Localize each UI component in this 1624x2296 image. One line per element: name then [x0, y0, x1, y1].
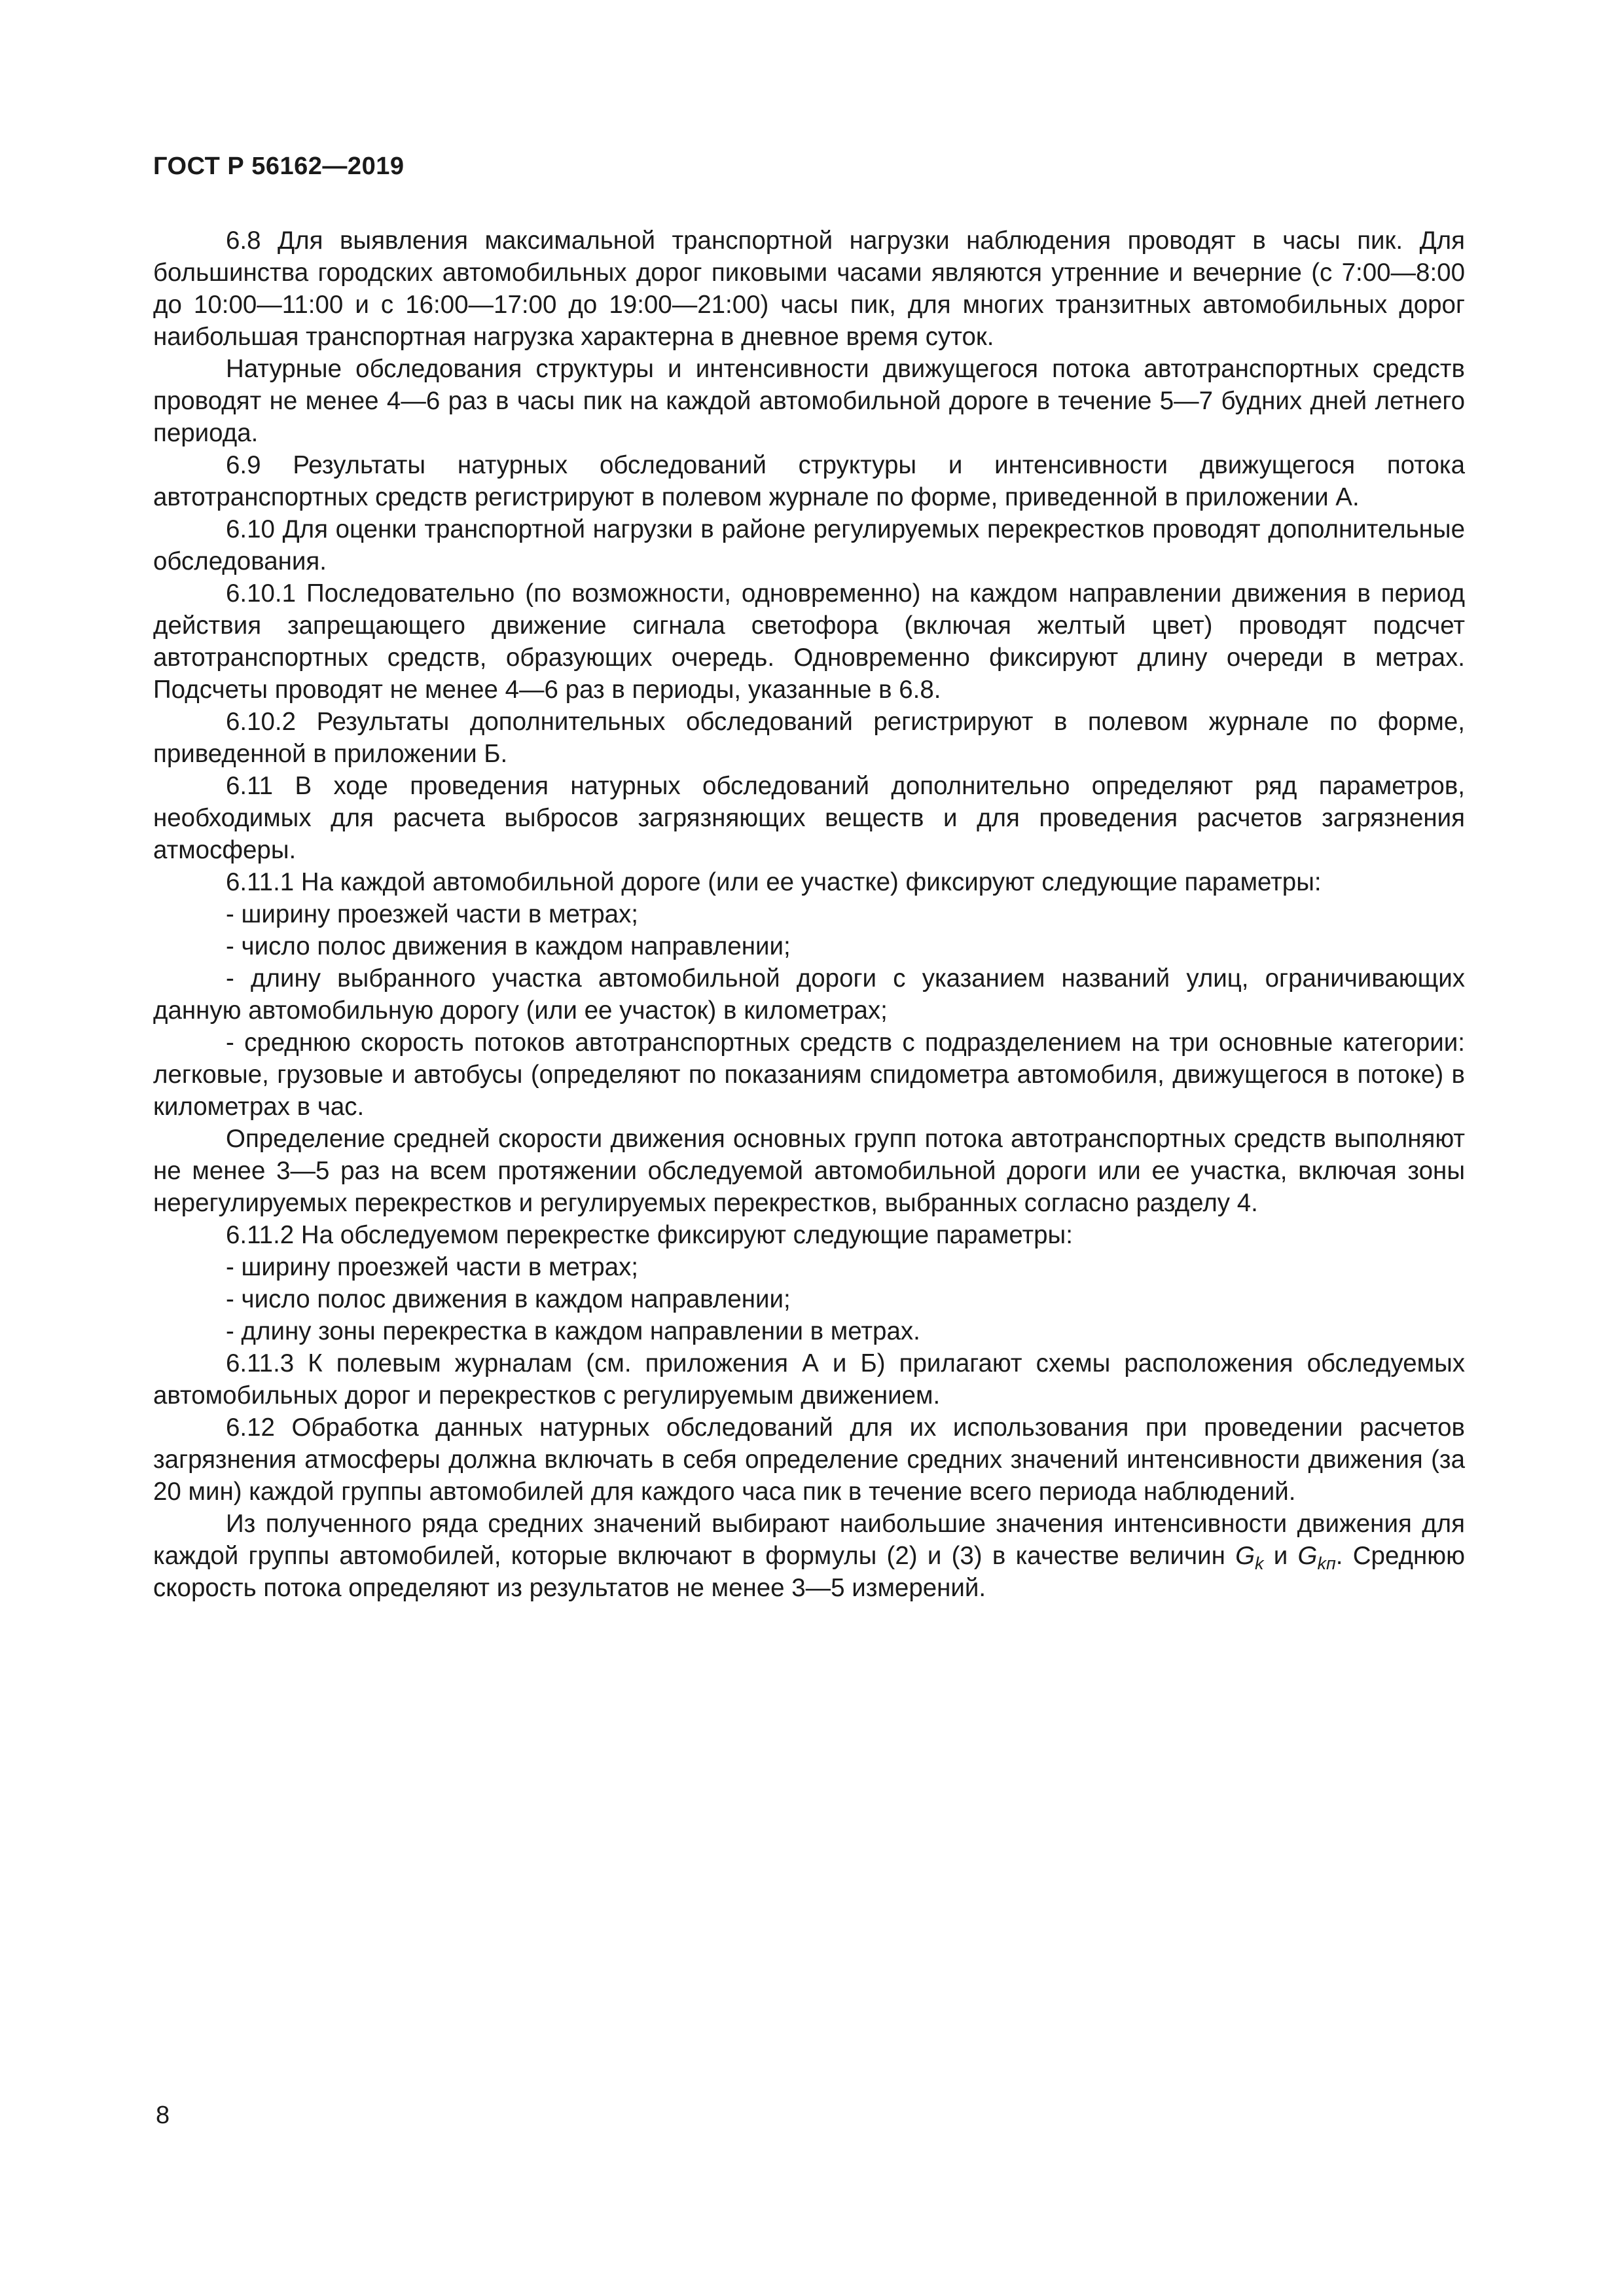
- paragraph-6-11: 6.11 В ходе проведения натурных обследований дополнительно определяют ряд параметров, необходимых для расчета выбросов загрязняющих веществ и для проведения расчетов загрязнения атмосферы.: [153, 772, 1465, 864]
- document-code-header: ГОСТ Р 56162—2019: [153, 153, 405, 180]
- paragraph-6-10: 6.10 Для оценки транспортной нагрузки в районе регулируемых перекрестков проводят дополнительные обследования.: [153, 515, 1465, 575]
- paragraph-6-8: 6.8 Для выявления максимальной транспортной нагрузки наблюдения проводят в часы пик. Для большинства городских автомобильных дорог пиковыми часами являются утренние и вечерние (с 7:00—8:00 до 10:00—11:00 и с 16:00—17:00 до 19:00—21:00) часы пик, для многих транзитных автомобильных дорог наибольшая транспортная нагрузка характерна в дневное время суток.: [153, 227, 1465, 351]
- variable-g: $G_k$: [1235, 1542, 1264, 1574]
- paragraph-field-surveys: Натурные обследования структуры и интенсивности движущегося потока автотранспортных средств проводят не менее 4—6 раз в часы пик на каждой автомобильной дороге в течение 5—7 будних дней летнего периода.: [153, 355, 1465, 447]
- paragraph-speed-measurement: Определение средней скорости движения основных групп потока автотранспортных средств выполняют не менее 3—5 раз на всем протяжении обследуемой автомобильной дороги или ее участка, включая зоны нерегулируемых перекрестков и регулируемых перекрестков, выбранных согласно разделу 4.: [153, 1125, 1465, 1217]
- list-item-intersection-width: - ширину проезжей части в метрах;: [226, 1253, 639, 1281]
- paragraph-6-10-2: 6.10.2 Результаты дополнительных обследований регистрируют в полевом журнале по форме, приведенной в приложении Б.: [153, 708, 1465, 768]
- list-item-lane-count: - число полос движения в каждом направлении;: [226, 932, 791, 960]
- paragraph-6-12: 6.12 Обработка данных натурных обследований для их использования при проведении расчетов загрязнения атмосферы должна включать в себя определение средних значений интенсивности движения (за 20 мин) каждой группы автомобилей для каждого часа пик в течение всего периода наблюдений.: [153, 1413, 1465, 1506]
- paragraph-6-10-1: 6.10.1 Последовательно (по возможности, одновременно) на каждом направлении движения в период действия запрещающего движение сигнала светофора (включая желтый цвет) проводят подсчет автотранспортных средств, образующих очередь. Одновременно фиксируют длину очереди в метрах. Подсчеты проводят не менее 4—6 раз в периоды, указанные в 6.8.: [153, 579, 1465, 704]
- paragraph-6-11-1: 6.11.1 На каждой автомобильной дороге (или ее участке) фиксируют следующие параметры:: [226, 868, 1322, 896]
- max-values-text-mid: и: [1263, 1542, 1298, 1570]
- list-item-intersection-lanes: - число полос движения в каждом направлении;: [226, 1285, 791, 1313]
- variable-g-kp: $G_{kп}$: [1297, 1542, 1336, 1574]
- list-item-road-width: - ширину проезжей части в метрах;: [226, 900, 639, 928]
- list-item-average-speed: - среднюю скорость потоков автотранспортных средств с подразделением на три основные категории: легковые, грузовые и автобусы (определяют по показаниям спидометра автомобиля, движущегося в потоке) в километрах в час.: [153, 1029, 1465, 1121]
- page-number: 8: [156, 2102, 170, 2129]
- max-values-text-before: Из полученного ряда средних значений выбирают наибольшие значения интенсивности движения для каждой группы автомобилей, которые включают в формулы (2) и (3) в качестве величин: [153, 1510, 1465, 1570]
- paragraph-6-9: 6.9 Результаты натурных обследований структуры и интенсивности движущегося потока автотранспортных средств регистрируют в полевом журнале по форме, приведенной в приложении А.: [153, 451, 1465, 511]
- paragraph-6-11-2: 6.11.2 На обследуемом перекрестке фиксируют следующие параметры:: [226, 1221, 1073, 1249]
- document-body: [153, 225, 1465, 1604]
- paragraph-max-values: [153, 1508, 1465, 1604]
- max-values-text-after: . Среднюю скорость потока определяют из результатов не менее 3—5 измерений.: [153, 1542, 1465, 1602]
- list-item-intersection-zone-length: - длину зоны перекрестка в каждом направлении в метрах.: [226, 1317, 920, 1345]
- paragraph-6-11-3: 6.11.3 К полевым журналам (см. приложения А и Б) прилагают схемы расположения обследуемых автомобильных дорог и перекрестков с регулируемым движением.: [153, 1349, 1465, 1410]
- list-item-section-length: - длину выбранного участка автомобильной дороги с указанием названий улиц, ограничивающих данную автомобильную дорогу (или ее участок) в километрах;: [153, 964, 1465, 1025]
